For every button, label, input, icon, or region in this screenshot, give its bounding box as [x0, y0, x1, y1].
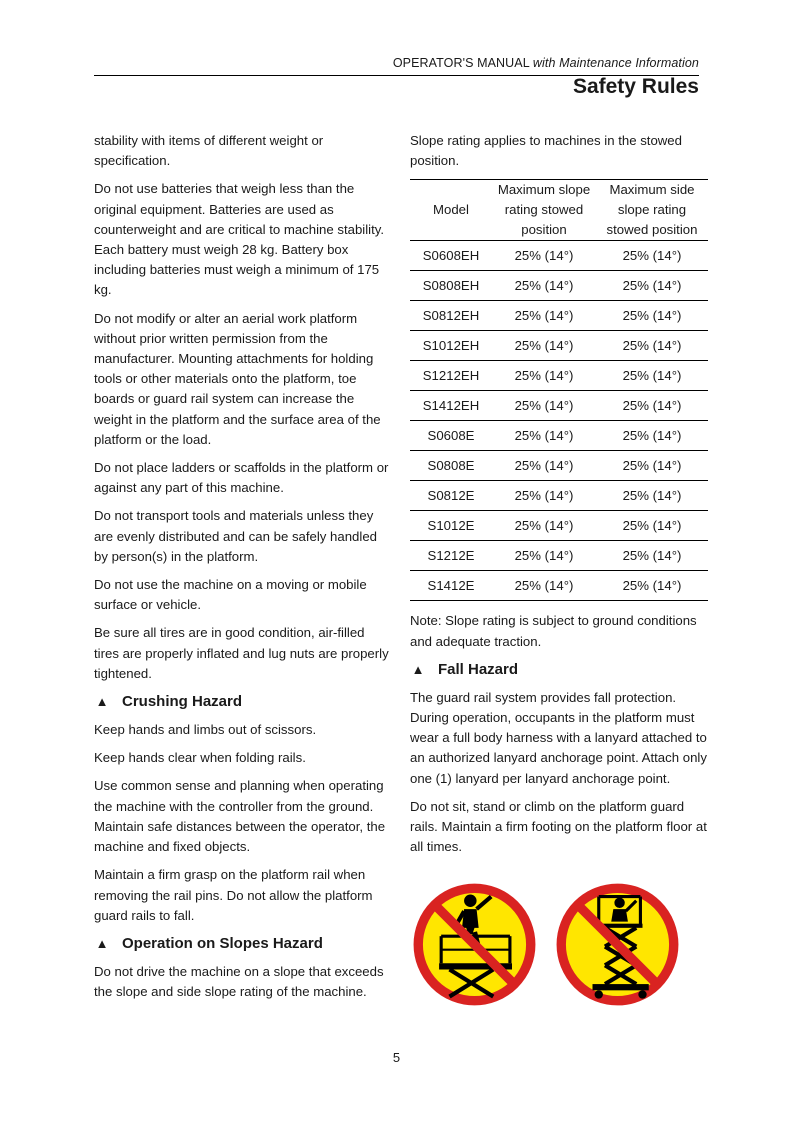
- paragraph: stability with items of different weight or specification.: [94, 133, 324, 169]
- warning-triangle-icon: ▲: [95, 694, 109, 710]
- cell-model: S1012E: [410, 511, 492, 541]
- prohibition-pictograms: [410, 882, 708, 1007]
- paragraph: Do not modify or alter an aerial work platform without prior written permission from the manufacturer. Mounting attachments for holding tools or other materials onto the platform, toe boards or guard rail system can increase the weight in the platform and the surface area of the platform or the load.: [94, 310, 381, 447]
- column-header-side-slope: Maximum side slope rating stowed position: [606, 182, 698, 238]
- table-row: [410, 361, 708, 391]
- heading-text: Crushing Hazard: [122, 693, 243, 711]
- heading-text: Operation on Slopes Hazard: [122, 934, 323, 952]
- manual-subtitle: with Maintenance Information: [532, 56, 699, 70]
- cell-slope: 25% (14°): [492, 391, 596, 421]
- cell-side-slope: 25% (14°): [596, 451, 708, 481]
- cell-model: S0808E: [410, 451, 492, 481]
- paragraph: Do not use the machine on a moving or mobile surface or vehicle.: [94, 577, 367, 613]
- cell-side-slope: 25% (14°): [596, 301, 708, 331]
- table-row: [410, 511, 708, 541]
- cell-side-slope: 25% (14°): [596, 421, 708, 451]
- section-title: Safety Rules: [572, 75, 699, 98]
- right-column: [410, 131, 708, 1007]
- column-header-slope: Maximum slope rating stowed position: [497, 182, 591, 238]
- cell-model: S0608EH: [410, 241, 492, 271]
- paragraph: Be sure all tires are in good condition, air-filled tires are properly inflated and lug nuts are properly tightened.: [94, 625, 389, 681]
- cell-slope: 25% (14°): [492, 511, 596, 541]
- cell-slope: 25% (14°): [492, 481, 596, 511]
- paragraph: Do not place ladders or scaffolds in the platform or against any part of this machine.: [94, 460, 389, 496]
- table-row: [410, 331, 708, 361]
- cell-model: S1412E: [410, 571, 492, 601]
- cell-slope: 25% (14°): [492, 301, 596, 331]
- cell-slope: 25% (14°): [492, 451, 596, 481]
- heading-text: Fall Hazard: [438, 660, 519, 678]
- paragraph: Do not use batteries that weigh less than the original equipment. Batteries are used as counterweight and are critical to machine stability. Each battery must weigh 28 kg. Battery box including batteries must weigh a minimum of 175 kg.: [94, 181, 385, 298]
- table-header-row: [410, 180, 708, 241]
- cell-model: S0608E: [410, 421, 492, 451]
- cell-slope: 25% (14°): [492, 361, 596, 391]
- cell-slope: 25% (14°): [492, 571, 596, 601]
- note: Note: Slope rating is subject to ground conditions and adequate traction.: [410, 613, 697, 649]
- table-row: [410, 241, 708, 271]
- cell-side-slope: 25% (14°): [596, 391, 708, 421]
- cell-slope: 25% (14°): [492, 271, 596, 301]
- cell-side-slope: 25% (14°): [596, 361, 708, 391]
- no-climbing-on-rails-icon: [412, 882, 537, 1007]
- cell-model: S0812E: [410, 481, 492, 511]
- cell-model: S0812EH: [410, 301, 492, 331]
- table-row: [410, 481, 708, 511]
- table-row: [410, 541, 708, 571]
- cell-model: S1012EH: [410, 331, 492, 361]
- page-number: 5: [392, 1050, 401, 1065]
- paragraph: Keep hands clear when folding rails.: [94, 750, 306, 766]
- cell-model: S0808EH: [410, 271, 492, 301]
- cell-side-slope: 25% (14°): [596, 331, 708, 361]
- slope-rating-table: [410, 179, 708, 601]
- left-column: [94, 131, 390, 1010]
- cell-side-slope: 25% (14°): [596, 481, 708, 511]
- cell-side-slope: 25% (14°): [596, 571, 708, 601]
- column-header-model: Model: [433, 202, 469, 218]
- cell-model: S1212EH: [410, 361, 492, 391]
- manual-title: OPERATOR'S MANUAL: [392, 56, 533, 70]
- crushing-hazard-heading: [94, 692, 390, 712]
- paragraph: Use common sense and planning when operating the machine with the controller from the ground. Maintain safe distances between the operator, the machine and fixed objects.: [94, 778, 386, 855]
- paragraph: Do not transport tools and materials unless they are evenly distributed and can be safely handled by person(s) in the platform.: [94, 508, 377, 564]
- running-header: [94, 56, 699, 70]
- cell-side-slope: 25% (14°): [596, 511, 708, 541]
- table-row: [410, 451, 708, 481]
- slopes-hazard-heading: [94, 934, 390, 954]
- cell-side-slope: 25% (14°): [596, 241, 708, 271]
- table-row: [410, 301, 708, 331]
- table-row: [410, 571, 708, 601]
- cell-slope: 25% (14°): [492, 421, 596, 451]
- paragraph: Do not drive the machine on a slope that exceeds the slope and side slope rating of the machine.: [94, 963, 384, 1000]
- cell-slope: 25% (14°): [492, 541, 596, 571]
- cell-model: S1212E: [410, 541, 492, 571]
- paragraph: Maintain a firm grasp on the platform rail when removing the rail pins. Do not allow the platform guard rails to fall.: [94, 867, 373, 923]
- cell-slope: 25% (14°): [492, 241, 596, 271]
- cell-side-slope: 25% (14°): [596, 541, 708, 571]
- paragraph: Keep hands and limbs out of scissors.: [94, 722, 317, 738]
- table-row: [410, 391, 708, 421]
- warning-triangle-icon: ▲: [411, 661, 425, 677]
- table-row: [410, 421, 708, 451]
- table-body: [410, 241, 708, 601]
- paragraph: Slope rating applies to machines in the stowed position.: [410, 133, 682, 169]
- warning-triangle-icon: ▲: [95, 935, 109, 951]
- no-sitting-on-guard-rail-icon: [555, 882, 680, 1007]
- paragraph: The guard rail system provides fall protection. During operation, occupants in the platform must wear a full body harness with a lanyard attached to an authorized lanyard anchorage point. Attach only one (1) lanyard per lanyard anchorage point.: [410, 689, 707, 786]
- cell-slope: 25% (14°): [492, 331, 596, 361]
- fall-hazard-heading: [410, 660, 708, 680]
- paragraph: Do not sit, stand or climb on the platform guard rails. Maintain a firm footing on the platform floor at all times.: [410, 798, 707, 855]
- cell-side-slope: 25% (14°): [596, 271, 708, 301]
- table-row: [410, 271, 708, 301]
- cell-model: S1412EH: [410, 391, 492, 421]
